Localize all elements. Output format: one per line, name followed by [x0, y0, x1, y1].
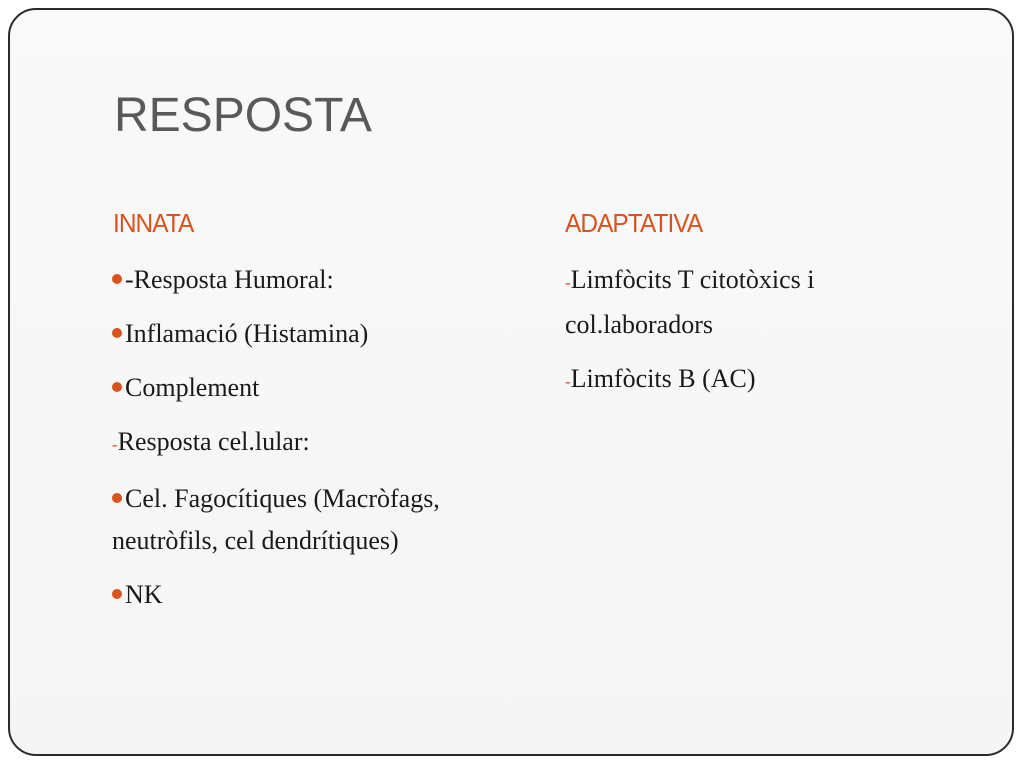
- slide-title: RESPOSTA: [114, 89, 372, 142]
- list-item: [565, 358, 925, 403]
- list-item-text: Limfòcits T citotòxics i col.laboradors: [565, 265, 815, 339]
- right-column-heading: ADAPTATIVA: [565, 208, 703, 238]
- list-item-text: Inflamació (Histamina): [125, 319, 369, 348]
- dash-marker: -: [112, 435, 118, 454]
- dash-marker: -: [565, 372, 571, 391]
- list-item-text: -Resposta Humoral:: [125, 265, 334, 294]
- list-item-text: NK: [125, 580, 163, 609]
- left-column-list: [112, 259, 532, 628]
- bullet-icon: [112, 382, 122, 392]
- bullet-icon: [112, 328, 122, 338]
- list-item: [112, 313, 532, 355]
- left-column-heading: INNATA: [113, 208, 194, 238]
- list-item-text: Resposta cel.lular:: [117, 427, 310, 456]
- list-item-text: Complement: [125, 373, 260, 402]
- bullet-icon: [112, 274, 122, 284]
- list-item: [112, 421, 532, 466]
- dash-marker: -: [565, 273, 571, 292]
- list-item-text: Cel. Fagocítiques (Macròfags, neutròfils, cel dendrítiques): [112, 484, 440, 555]
- bullet-icon: [112, 493, 122, 503]
- list-item: [112, 259, 532, 301]
- list-item: [565, 259, 925, 346]
- right-column-list: [565, 259, 925, 415]
- list-item-text: Limfòcits B (AC): [570, 364, 756, 393]
- bullet-icon: [112, 589, 122, 599]
- list-item: [112, 478, 532, 562]
- list-item: [112, 367, 532, 409]
- list-item: [112, 574, 532, 616]
